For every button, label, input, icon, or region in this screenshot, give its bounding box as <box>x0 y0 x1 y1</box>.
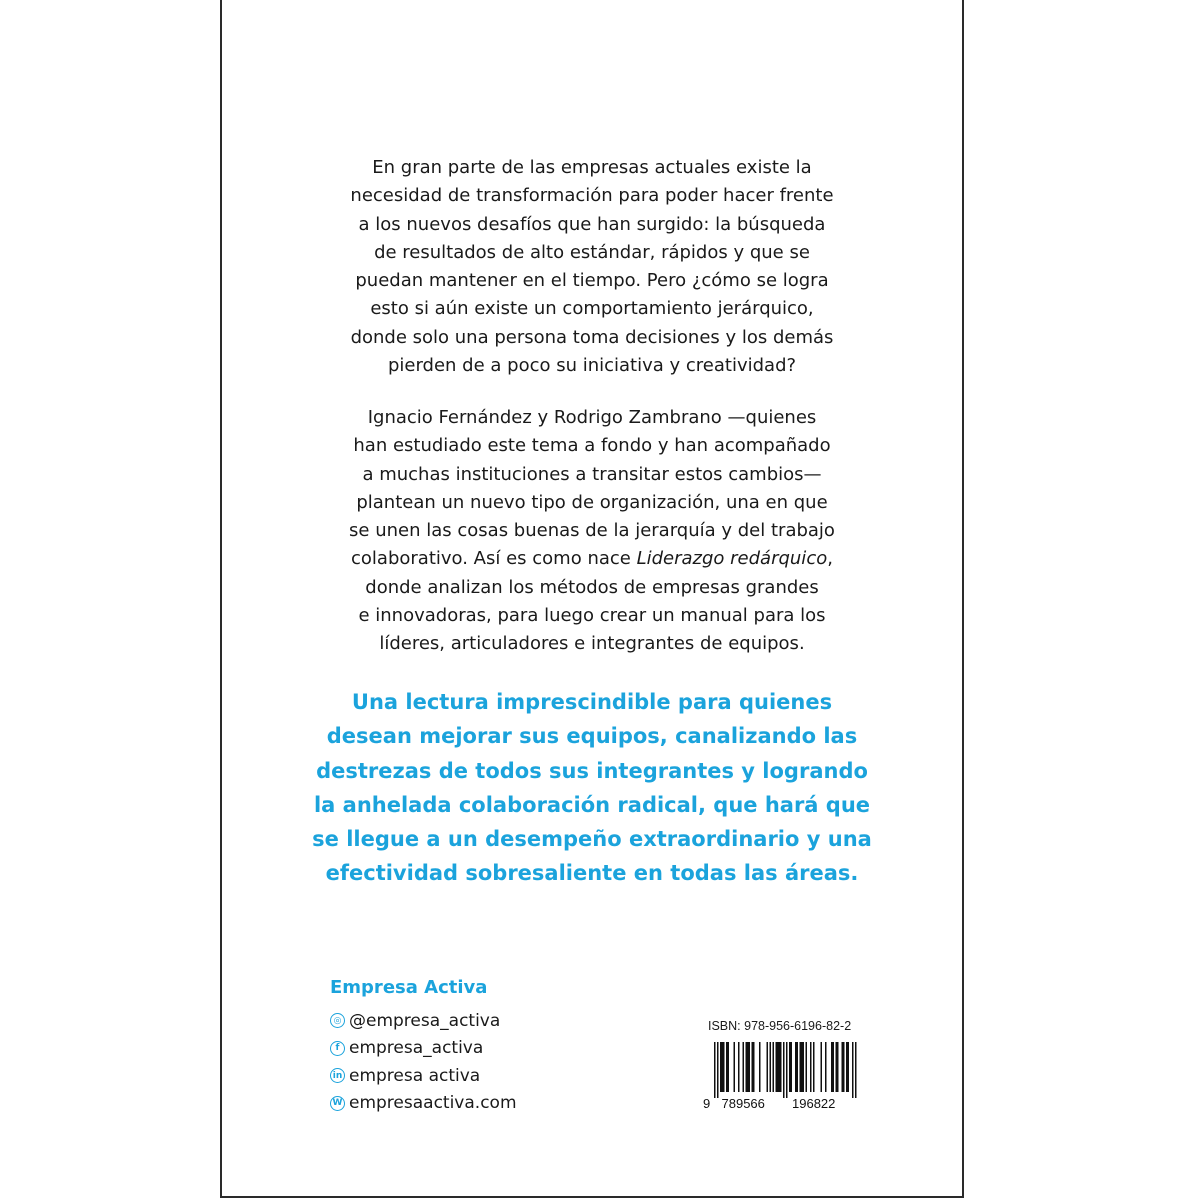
barcode-bar <box>780 1042 782 1092</box>
barcode-bar <box>837 1042 839 1092</box>
isbn-barcode <box>702 1042 862 1110</box>
highlight-line: efectividad sobresaliente en todas las áreas. <box>325 861 859 886</box>
social-handle: @empresa_activa <box>349 1010 501 1031</box>
barcode-bar <box>810 1042 812 1092</box>
text-line: han estudiado este tema a fondo y han acompañado <box>353 435 831 457</box>
facebook-icon: f <box>330 1041 345 1056</box>
text-line: Ignacio Fernández y Rodrigo Zambrano —quienes <box>367 407 817 428</box>
text-line-with-title <box>332 545 852 573</box>
barcode-bar <box>833 1042 835 1092</box>
social-links <box>330 1007 517 1117</box>
text-line: esto si aún existe un comportamiento jerárquico, <box>370 298 814 320</box>
barcode-bar <box>717 1042 719 1098</box>
highlight-line: desean mejorar sus equipos, canalizando las <box>326 724 858 749</box>
barcode-bar <box>734 1042 736 1092</box>
barcode-bar <box>825 1042 827 1092</box>
barcode-bar <box>843 1042 845 1092</box>
barcode-bar <box>789 1042 791 1092</box>
text-fragment: colaborativo. Así es como nace <box>351 548 637 570</box>
barcode-bar <box>821 1042 823 1092</box>
barcode-bar <box>767 1042 769 1092</box>
description-paragraph-1 <box>332 154 852 380</box>
text-line: a muchas instituciones a transitar estos cambios— <box>362 463 822 485</box>
barcode-bar <box>803 1042 805 1092</box>
social-handle: empresaactiva.com <box>349 1093 517 1114</box>
book-title: Liderazgo redárquico <box>636 548 828 570</box>
text-line: de resultados de alto estándar, rápidos y que se <box>374 241 810 263</box>
barcode-bar <box>831 1042 833 1092</box>
social-linkedin[interactable] <box>330 1062 517 1090</box>
barcode-graphic <box>702 1042 862 1110</box>
social-website[interactable] <box>330 1090 517 1118</box>
text-line: donde solo una persona toma decisiones y los demás <box>350 326 834 348</box>
barcode-left-digits: 789566 <box>721 1096 765 1110</box>
barcode-bar <box>738 1042 740 1092</box>
book-back-cover <box>220 0 964 1198</box>
highlight-line: destrezas de todos sus integrantes y logrando <box>316 758 868 783</box>
barcode-bar <box>752 1042 754 1092</box>
barcode-first-digit: 9 <box>703 1096 711 1110</box>
instagram-icon: ◎ <box>330 1013 345 1028</box>
social-handle: empresa_activa <box>349 1038 484 1059</box>
barcode-bar <box>783 1042 785 1098</box>
text-fragment: , <box>827 548 833 570</box>
highlight-blurb <box>302 685 882 891</box>
barcode-bar <box>749 1042 751 1092</box>
barcode-bar <box>852 1042 854 1098</box>
text-line: pierden de a poco su iniciativa y creatividad? <box>387 355 797 377</box>
text-line: e innovadoras, para luego crear un manual para los <box>358 605 826 627</box>
barcode-bar <box>779 1042 781 1092</box>
barcode-bar <box>770 1042 772 1092</box>
barcode-bar <box>753 1042 755 1092</box>
description-paragraph-2 <box>332 404 852 659</box>
text-line: necesidad de transformación para poder hacer frente <box>350 185 834 207</box>
text-line: En gran parte de las empresas actuales existe la <box>372 157 812 178</box>
highlight-line: Una lectura imprescindible para quienes <box>351 690 833 714</box>
barcode-bar <box>806 1042 808 1092</box>
text-line: líderes, articuladores e integrantes de equipos. <box>379 633 805 655</box>
barcode-bar <box>813 1042 815 1092</box>
barcode-bar <box>786 1042 788 1098</box>
highlight-line: la anhelada colaboración radical, que hará que <box>313 792 871 817</box>
barcode-bar <box>743 1042 745 1092</box>
barcode-bar <box>836 1042 838 1092</box>
barcode-bar <box>747 1042 749 1092</box>
barcode-bar <box>720 1042 722 1092</box>
barcode-bar <box>846 1042 848 1092</box>
barcode-right-digits: 196822 <box>792 1096 836 1110</box>
web-icon: W <box>330 1096 345 1111</box>
barcode-bar <box>746 1042 748 1092</box>
isbn-label: ISBN: 978-956-6196-82-2 <box>708 1019 852 1033</box>
text-line: donde analizan los métodos de empresas grandes <box>365 576 819 598</box>
barcode-bar <box>855 1042 857 1098</box>
barcode-bar <box>728 1042 730 1092</box>
social-handle: empresa activa <box>349 1065 481 1086</box>
barcode-bar <box>759 1042 761 1092</box>
barcode-bar <box>797 1042 799 1092</box>
barcode-bar <box>714 1042 716 1098</box>
barcode-bar <box>791 1042 793 1092</box>
social-facebook[interactable] <box>330 1035 517 1063</box>
barcode-bar <box>801 1042 803 1092</box>
barcode-bar <box>773 1042 775 1092</box>
barcode-bar <box>726 1042 728 1092</box>
barcode-bar <box>795 1042 797 1092</box>
highlight-line: se llegue a un desempeño extraordinario y una <box>312 827 872 852</box>
text-line: a los nuevos desafíos que han surgido: la búsqueda <box>358 213 826 235</box>
text-line: se unen las cosas buenas de la jerarquía y del trabajo <box>349 520 835 542</box>
barcode-bar <box>776 1042 778 1092</box>
barcode-bar <box>848 1042 850 1092</box>
text-line: plantean un nuevo tipo de organización, una en que <box>356 491 828 513</box>
barcode-bar <box>800 1042 802 1092</box>
barcode-bar <box>777 1042 779 1092</box>
barcode-bar <box>723 1042 725 1092</box>
barcode-bar <box>842 1042 844 1092</box>
social-instagram[interactable] <box>330 1007 517 1035</box>
linkedin-icon: in <box>330 1068 345 1083</box>
barcode-bar <box>722 1042 724 1092</box>
text-line: puedan mantener en el tiempo. Pero ¿cómo se logra <box>355 270 829 292</box>
publisher-name: Empresa Activa <box>330 977 488 998</box>
